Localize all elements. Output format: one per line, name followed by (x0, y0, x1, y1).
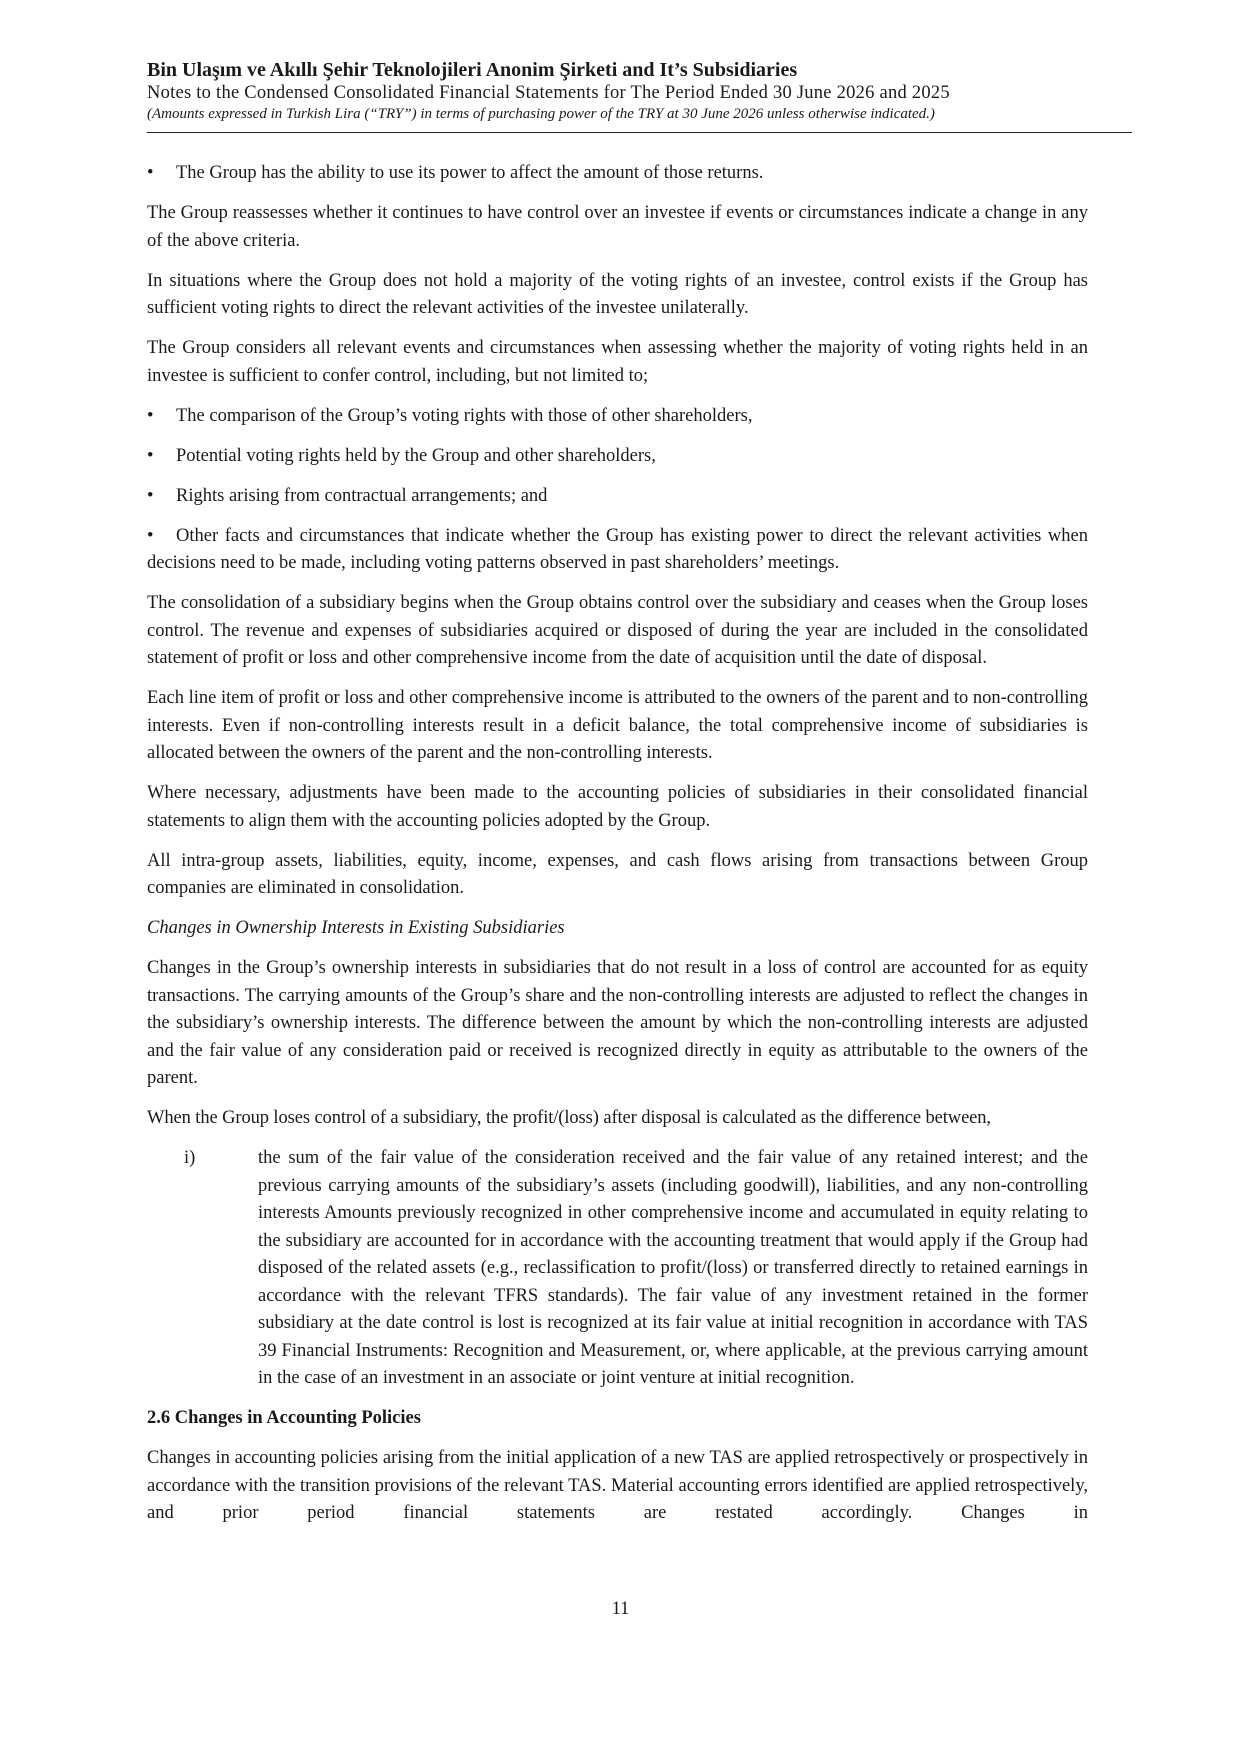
bullet-text: The comparison of the Group’s voting rights with those of other shareholders, (176, 405, 753, 426)
item-number: i) (184, 1148, 196, 1168)
bullet-item (147, 403, 1088, 431)
bullet-text: The Group has the ability to use its power to affect the amount of those returns. (176, 163, 764, 183)
header-divider (147, 132, 1132, 133)
paragraph: The consolidation of a subsidiary begins when the Group obtains control over the subsidiary and ceases when the Group loses control. The revenue and expenses of subsidiaries acquired or disposed of during the year are included in the consolidated statement of profit or loss and other comprehensive income from the date of acquisition until the date of disposal. (147, 593, 1088, 668)
paragraph: In situations where the Group does not hold a majority of the voting rights of an investee, control exists if the Group has sufficient voting rights to direct the relevant activities of the investee unilaterally. (147, 270, 1088, 318)
section-heading: 2.6 Changes in Accounting Policies (147, 1408, 421, 1428)
paragraph: Each line item of profit or loss and other comprehensive income is attributed to the owners of the parent and to non-controlling interests. Even if non-controlling interests result in a deficit balance, the total comprehensive income of subsidiaries is allocated between the owners of the parent and the non-controlling interests. (147, 688, 1088, 763)
paragraph: Where necessary, adjustments have been made to the accounting policies of subsidiaries in their consolidated financial statements to align them with the accounting policies adopted by the Group. (147, 783, 1088, 831)
bullet-item-long (147, 523, 1088, 578)
paragraph: Changes in the Group’s ownership interests in subsidiaries that do not result in a loss of control are accounted for as equity transactions. The carrying amounts of the Group’s share and the non-controlling interests are adjusted to reflect the changes in the subsidiary’s ownership interests. The difference between the amount by which the non-controlling interests are adjusted and the fair value of any consideration paid or received is recognized directly in equity as attributable to the owners of the parent. (147, 958, 1088, 1088)
bullet-item (147, 483, 1088, 511)
amounts-note: (Amounts expressed in Turkish Lira (“TRY”) in terms of purchasing power of the TRY at 30 June 2026 unless otherwise indicated.) (147, 106, 935, 122)
paragraph: The Group reassesses whether it continues to have control over an investee if events or circumstances indicate a change in any of the above criteria. (147, 203, 1088, 251)
bullet-text: Other facts and circumstances that indicate whether the Group has existing power to direct the relevant activities when decisions need to be made, including voting patterns observed in past shareholders’ meetings. (147, 525, 1088, 573)
bullet-item (147, 443, 1088, 471)
paragraph: When the Group loses control of a subsidiary, the profit/(loss) after disposal is calculated as the difference between, (147, 1108, 991, 1128)
document-subtitle: Notes to the Condensed Consolidated Financial Statements for The Period Ended 30 June 2026 and 2025 (147, 83, 950, 103)
bullet-text: Potential voting rights held by the Group and other shareholders, (176, 445, 656, 466)
bullet-mark: • (147, 445, 154, 466)
bullet-item (147, 160, 1088, 188)
page-number: 11 (611, 1599, 630, 1619)
page-header (147, 58, 1135, 124)
sub-heading: Changes in Ownership Interests in Existing Subsidiaries (147, 918, 565, 938)
company-title: Bin Ulaşım ve Akıllı Şehir Teknolojileri Anonim Şirketi and It’s Subsidiaries (147, 59, 798, 81)
bullet-mark: • (147, 485, 154, 506)
paragraph: Changes in accounting policies arising from the initial application of a new TAS are applied retrospectively or prospectively in accordance with the transition provisions of the relevant TAS. Material accounting errors identified are applied retrospectively, and prior period financial statements are restated accordingly. Changes in (147, 1448, 1088, 1523)
bullet-mark: • (147, 525, 154, 546)
document-body (147, 160, 1088, 1540)
paragraph: The Group considers all relevant events and circumstances when assessing whether the majority of voting rights held in an investee is sufficient to confer control, including, but not limited to; (147, 338, 1088, 386)
numbered-item (147, 1145, 1088, 1393)
bullet-mark: • (147, 163, 154, 183)
bullet-mark: • (147, 405, 154, 426)
bullet-text: Rights arising from contractual arrangements; and (176, 485, 548, 506)
item-text: the sum of the fair value of the consideration received and the fair value of any retained interest; and the previous carrying amounts of the subsidiary’s assets (including goodwill), liabilities, and any non-controlling interests Amounts previously recognized in other comprehensive income and accumulated in equity relating to the subsidiary are accounted for in accordance with the accounting treatment that would apply if the Group had disposed of the related assets (e.g., reclassification to profit/(loss) or transferred directly to retained earnings in accordance with the relevant TFRS standards). The fair value of any investment retained in the former subsidiary at the date control is lost is recognized at its fair value at initial recognition in accordance with TAS 39 Financial Instruments: Recognition and Measurement, or, where applicable, at the previous carrying amount in the case of an investment in an associate or joint venture at initial recognition. (258, 1148, 1088, 1388)
paragraph: All intra-group assets, liabilities, equity, income, expenses, and cash flows arising from transactions between Group companies are eliminated in consolidation. (147, 850, 1088, 898)
